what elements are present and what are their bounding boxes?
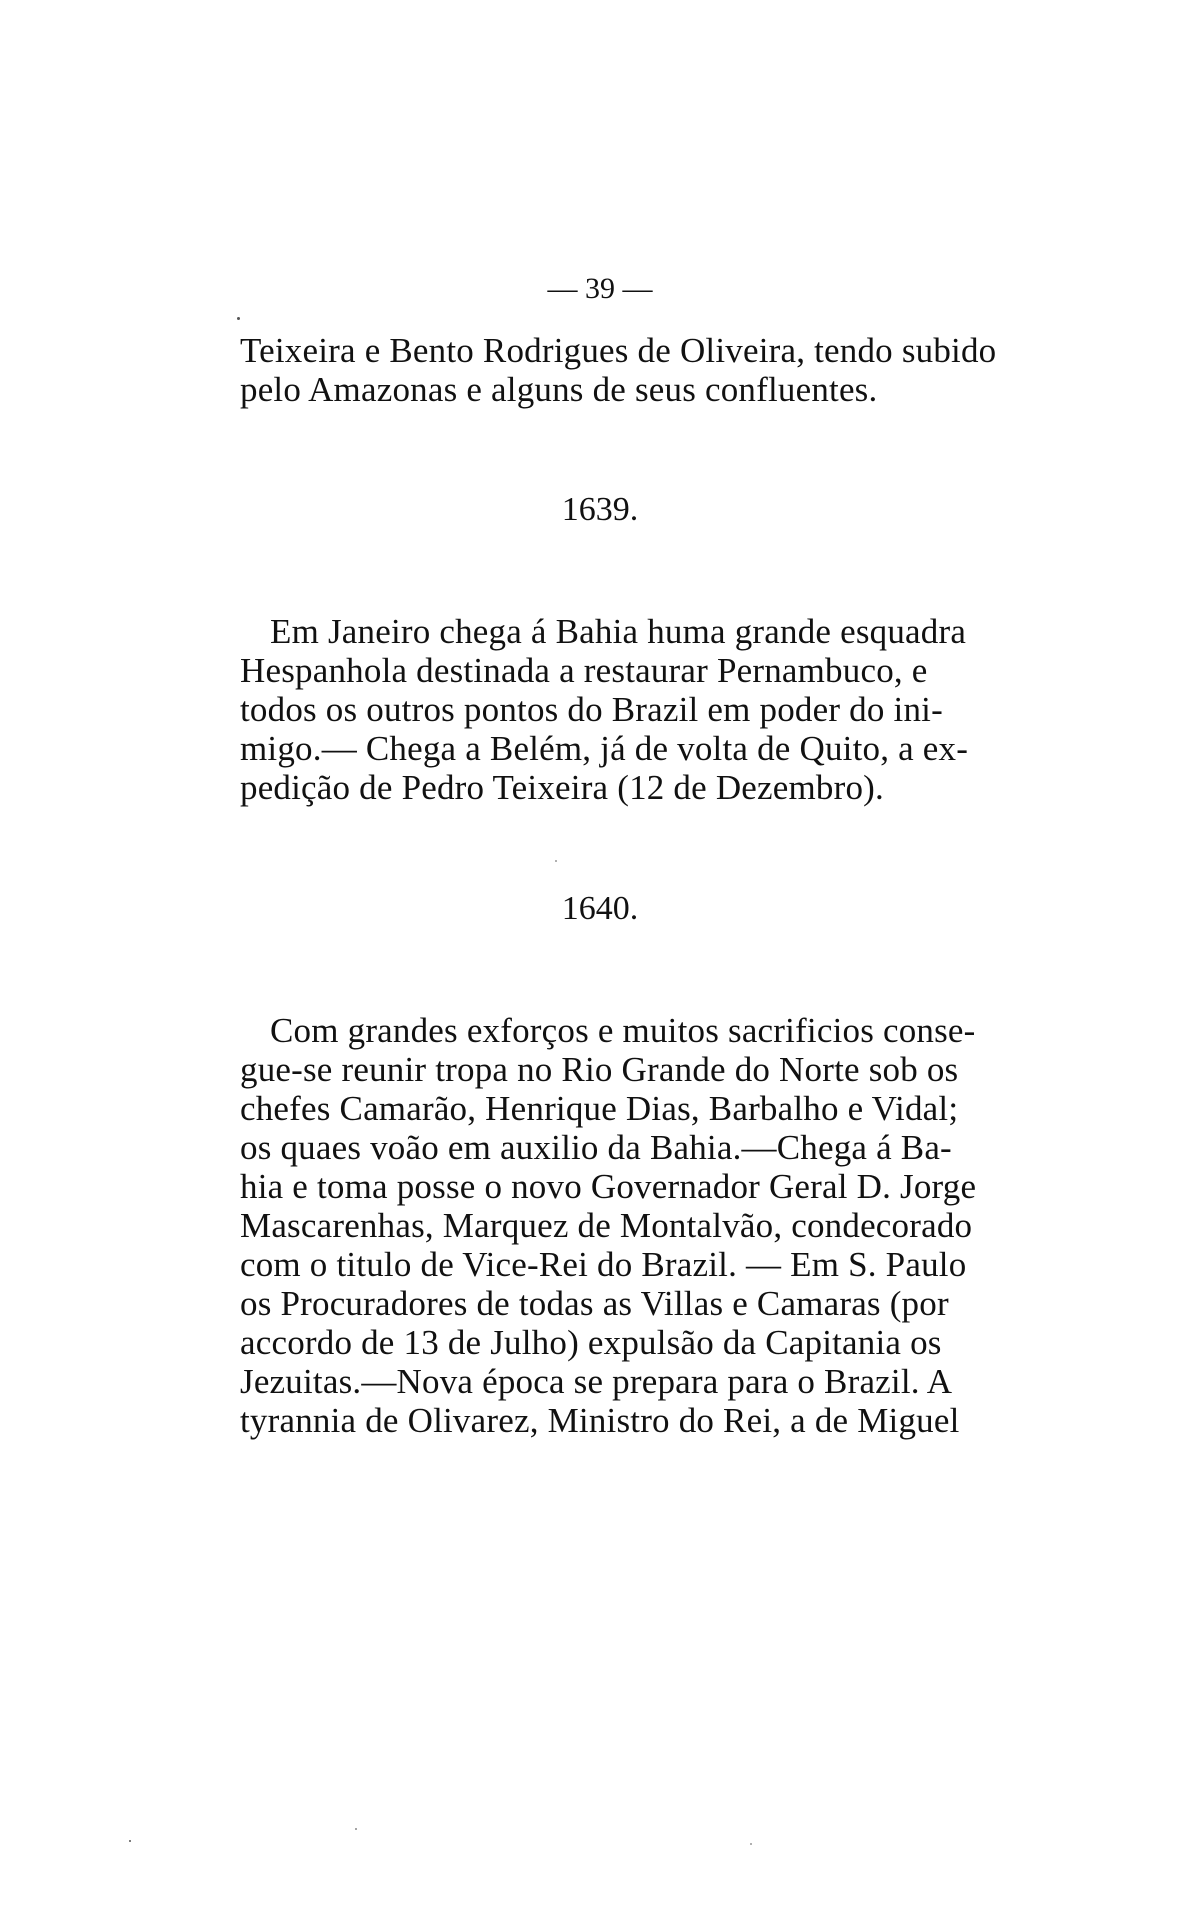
text-line: com o titulo de Vice-Rei do Brazil. — Em S. Paulo: [240, 1245, 967, 1284]
text-line: Mascarenhas, Marquez de Montalvão, condecorado: [240, 1206, 973, 1245]
year-heading-1639: 1639.: [561, 491, 639, 528]
text-line: tyrannia de Olivarez, Ministro do Rei, a de Miguel: [240, 1401, 960, 1440]
paper-speck: [129, 1840, 131, 1842]
paper-speck: [237, 317, 240, 320]
text-line: Jezuitas.—Nova época se prepara para o Brazil. A: [240, 1362, 953, 1401]
paper-speck: [355, 1828, 357, 1830]
text-line: Em Janeiro chega á Bahia huma grande esquadra: [270, 612, 967, 651]
text-line: hia e toma posse o novo Governador Geral D. Jorge: [240, 1167, 977, 1206]
text-line: pedição de Pedro Teixeira (12 de Dezembro).: [240, 768, 884, 807]
year-heading-1640: 1640.: [561, 890, 639, 927]
text-line: migo.— Chega a Belém, já de volta de Quito, a ex-: [240, 729, 969, 768]
text-line: accordo de 13 de Julho) expulsão da Capitania os: [240, 1323, 942, 1362]
page-number: — 39 —: [547, 272, 653, 305]
paper-speck: [750, 1843, 752, 1845]
paper-speck: [555, 860, 557, 862]
paragraph-1639: [240, 612, 969, 807]
text-line: gue-se reunir tropa no Rio Grande do Norte sob os: [240, 1050, 959, 1089]
text-line: os Procuradores de todas as Villas e Camaras (por: [240, 1284, 949, 1323]
paragraph-1640: [240, 1011, 977, 1440]
text-line: pelo Amazonas e alguns de seus confluentes.: [240, 370, 878, 409]
text-line: Hespanhola destinada a restaurar Pernambuco, e: [240, 651, 928, 690]
text-line: Com grandes exforços e muitos sacrificios conse-: [270, 1011, 976, 1050]
text-line: os quaes voão em auxilio da Bahia.—Chega á Ba-: [240, 1128, 952, 1167]
text-line: todos os outros pontos do Brazil em poder do ini-: [240, 690, 943, 729]
continuation-paragraph: [240, 331, 997, 409]
text-line: Teixeira e Bento Rodrigues de Oliveira, tendo subido: [240, 331, 997, 370]
text-line: chefes Camarão, Henrique Dias, Barbalho e Vidal;: [240, 1089, 959, 1128]
